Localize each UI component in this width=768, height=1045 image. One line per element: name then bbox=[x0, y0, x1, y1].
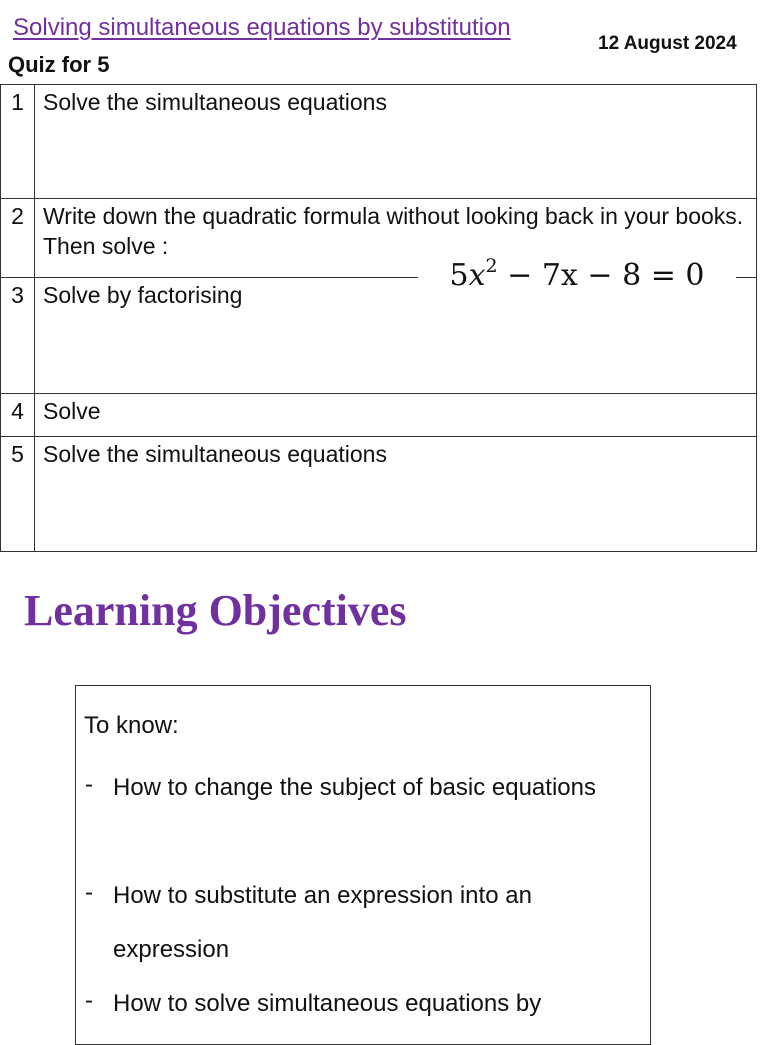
question-text: Write down the quadratic formula without looking back in your books. Then solve : bbox=[35, 199, 757, 278]
question-number: 2 bbox=[1, 199, 35, 278]
objective-text: How to substitute an expression into an expression bbox=[113, 882, 532, 963]
question-number: 3 bbox=[1, 278, 35, 394]
lesson-title-link[interactable]: Solving simultaneous equations by substitution bbox=[13, 14, 511, 41]
objectives-intro: To know: bbox=[84, 712, 179, 739]
question-number: 4 bbox=[1, 394, 35, 437]
dash-bullet: - bbox=[85, 879, 93, 906]
equation-variable: x bbox=[468, 258, 486, 293]
question-text: Solve bbox=[35, 394, 757, 437]
quiz-row bbox=[1, 437, 757, 552]
quadratic-equation bbox=[418, 256, 736, 296]
quiz-table bbox=[0, 84, 757, 552]
equation-coefficient: 5 bbox=[449, 258, 469, 293]
question-text: Solve the simultaneous equations bbox=[35, 437, 757, 552]
question-number: 5 bbox=[1, 437, 35, 552]
objective-text: How to change the subject of basic equations bbox=[113, 774, 596, 801]
lesson-date: 12 August 2024 bbox=[598, 33, 737, 54]
question-number: 1 bbox=[1, 85, 35, 199]
question-text: Solve the simultaneous equations bbox=[35, 85, 757, 199]
question-text: Solve by factorising bbox=[35, 278, 757, 394]
quiz-row bbox=[1, 394, 757, 437]
objectives-box bbox=[75, 685, 651, 1045]
quiz-row bbox=[1, 85, 757, 199]
learning-objectives-heading: Learning Objectives bbox=[24, 586, 407, 635]
quiz-heading: Quiz for 5 bbox=[8, 52, 110, 77]
dash-bullet: - bbox=[85, 771, 93, 798]
equation-exponent: 2 bbox=[485, 255, 498, 277]
dash-bullet: - bbox=[85, 987, 93, 1014]
equation-remainder: − 7x − 8 = 0 bbox=[497, 258, 705, 293]
objective-text: How to solve simultaneous equations by bbox=[113, 990, 542, 1017]
